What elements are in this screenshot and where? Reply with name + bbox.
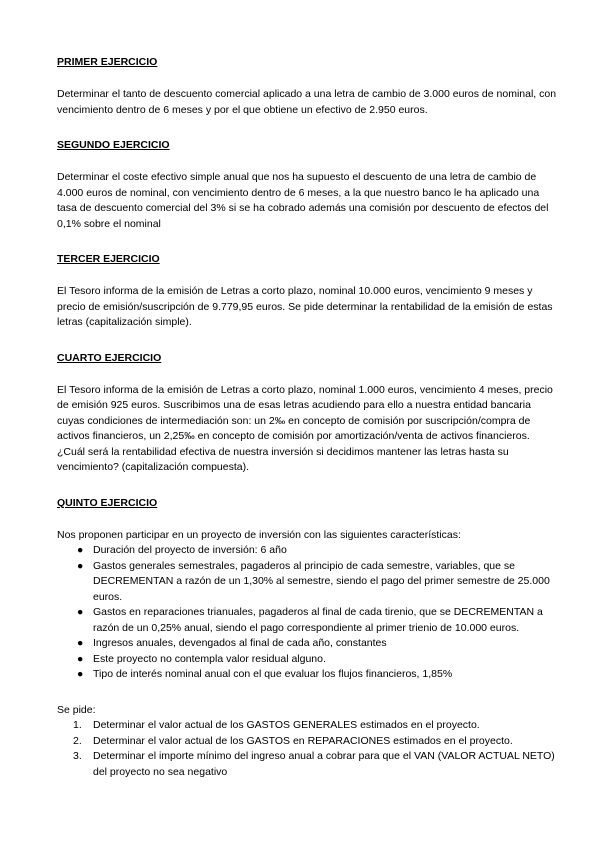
section-title-primer: PRIMER EJERCICIO (57, 56, 158, 68)
list-item: 1. Determinar el valor actual de los GASTOS GENERALES estimados en el proyecto. (73, 719, 480, 731)
list-item: ● Este proyecto no contempla valor residual alguno. (93, 652, 560, 668)
bullet-icon: ● (77, 606, 84, 618)
questions-list (57, 718, 560, 780)
section-text-cuarto: El Tesoro informa de la emisión de Letras a corto plazo, nominal 1.000 euros, vencimiento 4 meses, precio de emisión 925 euros. Suscribimos una de esas letras acudiendo para ello a nuestra entidad bancaria cuyas condiciones de intermediación son: un 2‰ en concepto de comisión por suscripción/compra de activos financieros, un 2,25‰ en concepto de comisión por amortización/venta de activos financieros. ¿Cuál será la rentabilidad efectiva de nuestra inversión si decidimos mantener las letras hasta su vencimiento? (capitalización compuesta). (57, 383, 553, 473)
section-text-tercer: El Tesoro informa de la emisión de Letras a corto plazo, nominal 10.000 euros, vencimiento 9 meses y precio de emisión/suscripción de 9.779,95 euros. Se pide determinar la rentabilidad de la emisión de estas letras (capitalización simple). (57, 285, 553, 328)
section-title-cuarto: CUARTO EJERCICIO (57, 351, 162, 364)
bullet-icon: ● (77, 637, 84, 649)
section-text-segundo: Determinar el coste efectivo simple anual que nos ha supuesto el descuento de una letra de cambio de 4.000 euros de nominal, con vencimiento dentro de 6 meses, a la que nuestro banco le ha aplicado una tasa de descuento comercial del 3% si se ha cobrado además una comisión por descuento de efectos del 0,1% sobre el nominal (57, 171, 549, 230)
bullet-icon: ● (77, 668, 84, 680)
list-item: 3. Determinar el importe mínimo del ingreso anual a cobrar para que el VAN (VALOR ACTUAL NETO) del proyecto no sea negativo (73, 750, 555, 778)
bullet-icon: ● (77, 544, 84, 556)
quinto-intro: Nos proponen participar en un proyecto de inversión con las siguientes características: (57, 528, 461, 541)
list-item: 2. Determinar el valor actual de los GASTOS en REPARACIONES estimados en el proyecto. (73, 734, 513, 747)
section-title-segundo: SEGUNDO EJERCICIO (57, 139, 170, 151)
list-item: ● Gastos en reparaciones trianuales, pagaderos al final de cada tirenio, que se DECREMENTAN a razón de un 0,25% anual, siendo el pago correspondiente al primer trienio de 10.000 euros. (77, 606, 543, 634)
section-title-quinto: QUINTO EJERCICIO (57, 496, 158, 509)
section-text-primer: Determinar el tanto de descuento comercial aplicado a una letra de cambio de 3.000 euros de nominal, con vencimiento dentro de 6 meses y por el que obtiene un efectivo de 2.950 euros. (57, 88, 557, 116)
bullet-icon: ● (77, 559, 84, 572)
list-item: ● Tipo de interés nominal anual con el que evaluar los flujos financieros, 1,85% (93, 667, 560, 683)
list-item: ● Duración del proyecto de inversión: 6 año (93, 543, 560, 559)
list-item: ● Gastos generales semestrales, pagaderos al principio de cada semestre, variables, que se DECREMENTAN a razón de un 1,30% al semestre, siendo el pago del primer semestre de 25.000 euros. (77, 559, 550, 603)
characteristics-list (57, 543, 560, 683)
list-item: ● Ingresos anuales, devengados al final de cada año, constantes (93, 636, 560, 652)
bullet-icon: ● (77, 652, 84, 665)
ask-label: Se pide: (57, 703, 96, 716)
section-title-tercer: TERCER EJERCICIO (57, 253, 160, 265)
